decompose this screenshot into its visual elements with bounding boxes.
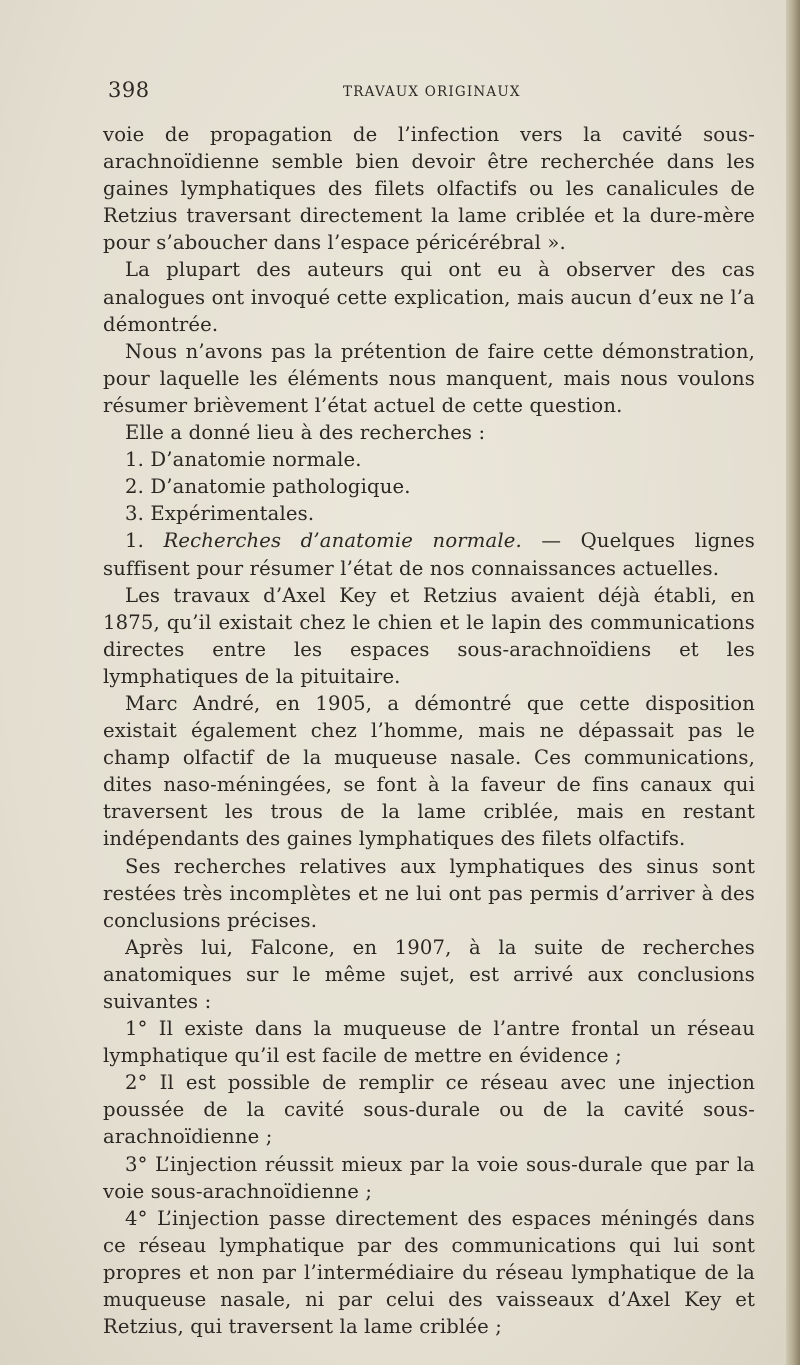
section-title: Recherches d’anatomie normale. xyxy=(163,529,522,553)
paragraph: Elle a donné lieu à des recherches : xyxy=(125,421,486,445)
running-head: TRAVAUX ORIGINAUX xyxy=(343,84,521,100)
conclusion-item: 2° Il est possible de remplir ce réseau avec une injection poussée de la cavité sous-durale ou de la cavité sous-arachnoïdienne ; xyxy=(103,1071,755,1149)
list-item: 1. D’anatomie normale. xyxy=(125,448,362,472)
list-item: 2. D’anatomie pathologique. xyxy=(125,475,411,499)
conclusion-item: 1° Il existe dans la muqueuse de l’antre frontal un réseau lymphatique qu’il est facile de mettre en évidence ; xyxy=(103,1017,755,1068)
section-text: — Quelques lignes suffisent pour résumer l’état de nos connaissances actuelles. xyxy=(103,529,755,580)
list-item: 3. Expérimentales. xyxy=(125,502,315,526)
page-header xyxy=(108,78,756,108)
page-number: 398 xyxy=(108,78,150,102)
body-text xyxy=(103,121,755,1340)
conclusion-item: 4° L’injection passe directement des espaces méningés dans ce réseau lymphatique par des communications qui lui sont propres et non par l’intermédiaire du réseau lymphatique de la muqueuse nasale, ni par celui des vaisseaux d’Axel Key et Retzius, qui traversent la lame criblée ; xyxy=(103,1206,755,1339)
paragraph: Après lui, Falcone, en 1907, à la suite de recherches anatomiques sur le même sujet, est arrivé aux conclusions suivantes : xyxy=(103,935,755,1013)
paragraph: La plupart des auteurs qui ont eu à observer des cas analogues ont invoqué cette explication, mais aucun d’eux ne l’a démontrée. xyxy=(103,258,755,336)
paragraph: Les travaux d’Axel Key et Retzius avaient déjà établi, en 1875, qu’il existait chez le chien et le lapin des communications directes entre les espaces sous-arachnoïdiens et les lymphatiques de la pituitaire. xyxy=(103,583,755,688)
page-edge-shadow xyxy=(786,0,800,1365)
paragraph: Ses recherches relatives aux lymphatiques des sinus sont restées très incomplètes et ne lui ont pas permis d’arriver à des conclusions précises. xyxy=(103,854,755,932)
paragraph-continuation: voie de propagation de l’infection vers la cavité sous-arachnoïdienne semble bien devoir être recherchée dans les gaines lymphatiques des filets olfactifs ou les canalicules de Retzius traversant directement la lame criblée et la dure-mère pour s’aboucher dans l’espace péricérébral ». xyxy=(103,123,755,255)
section-number: 1. xyxy=(125,529,144,553)
section-paragraph xyxy=(103,527,755,581)
conclusion-item: 3° L’injection réussit mieux par la voie sous-durale que par la voie sous-arachnoïdienne ; xyxy=(103,1152,755,1203)
paragraph: Marc André, en 1905, a démontré que cette disposition existait également chez l’homme, mais ne dépassait pas le champ olfactif de la muqueuse nasale. Ces communications, dites naso-méningées, se font à la faveur de fins canaux qui traversent les trous de la lame criblée, mais en restant indépendants des gaines lymphatiques des filets olfactifs. xyxy=(103,691,755,851)
paragraph: Nous n’avons pas la prétention de faire cette démonstration, pour laquelle les éléments nous manquent, mais nous voulons résumer brièvement l’état actuel de cette question. xyxy=(103,339,755,417)
